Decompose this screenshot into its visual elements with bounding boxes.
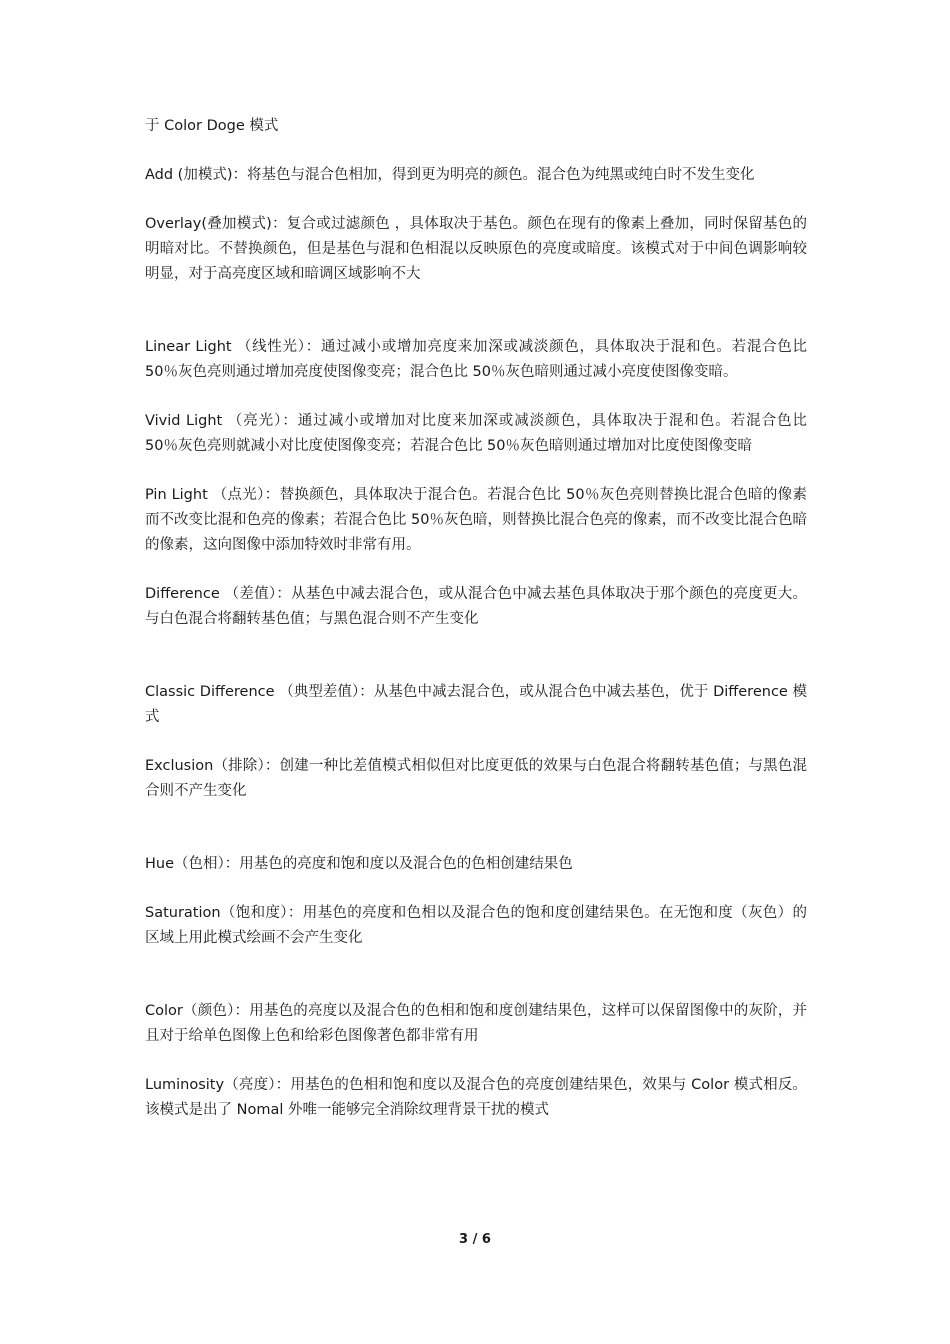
paragraph-pin-light: Pin Light （点光）：替换颜色，具体取决于混合色。若混合色比 50％灰色亮则替换比混合色暗的像素而不改变比混和色亮的像素；若混合色比 50％灰色暗，则替换比混合色亮的像素，而不改变比混合色暗的像素，这向图像中添加特效时非常有用。 bbox=[145, 487, 807, 553]
page-number: 3 / 6 bbox=[459, 1232, 491, 1247]
paragraph-vivid-light: Vivid Light （亮光）：通过减小或增加对比度来加深或减淡颜色，具体取决于混和色。若混合色比 50％灰色亮则就减小对比度使图像变亮；若混合色比 50％灰色暗则通过增加对比度使图像变暗 bbox=[145, 413, 807, 454]
paragraph-color: Color（颜色）：用基色的亮度以及混合色的色相和饱和度创建结果色，这样可以保留图像中的灰阶，并且对于给单色图像上色和给彩色图像著色都非常有用 bbox=[145, 1003, 807, 1044]
paragraph-difference: Difference （差值）：从基色中减去混合色，或从混合色中减去基色具体取决于那个颜色的亮度更大。与白色混合将翻转基色值；与黑色混合则不产生变化 bbox=[145, 586, 807, 627]
paragraph-saturation: Saturation（饱和度）：用基色的亮度和色相以及混合色的饱和度创建结果色。在无饱和度（灰色）的区域上用此模式绘画不会产生变化 bbox=[145, 905, 807, 946]
paragraph-overlay: Overlay(叠加模式)：复合或过滤颜色 ，具体取决于基色。颜色在现有的像素上叠加，同时保留基色的明暗对比。不替换颜色，但是基色与混和色相混以反映原色的亮度或暗度。该模式对于中间色调影响较明显，对于高亮度区域和暗调区域影响不大 bbox=[145, 216, 807, 282]
paragraph-linear-light: Linear Light （线性光）：通过减小或增加亮度来加深或减淡颜色，具体取决于混和色。若混合色比 50％灰色亮则通过增加亮度使图像变亮；混合色比 50％灰色暗则通过减小亮度使图像变暗。 bbox=[145, 339, 807, 380]
document-body bbox=[145, 114, 807, 1123]
paragraph-add: Add (加模式)：将基色与混合色相加，得到更为明亮的颜色。混合色为纯黑或纯白时不发生变化 bbox=[145, 167, 755, 183]
paragraph-hue: Hue（色相）：用基色的亮度和饱和度以及混合色的色相创建结果色 bbox=[145, 856, 573, 872]
paragraph-classic-difference: Classic Difference （典型差值）：从基色中减去混合色，或从混合色中减去基色，优于 Difference 模式 bbox=[145, 684, 807, 725]
paragraph-exclusion: Exclusion（排除）：创建一种比差值模式相似但对比度更低的效果与白色混合将翻转基色值；与黑色混合则不产生变化 bbox=[145, 758, 807, 799]
paragraph-color-doge: 于 Color Doge 模式 bbox=[145, 118, 279, 134]
paragraph-luminosity: Luminosity（亮度）：用基色的色相和饱和度以及混合色的亮度创建结果色，效果与 Color 模式相反。该模式是出了 Nomal 外唯一能够完全消除纹理背景干扰的模式 bbox=[145, 1077, 807, 1118]
